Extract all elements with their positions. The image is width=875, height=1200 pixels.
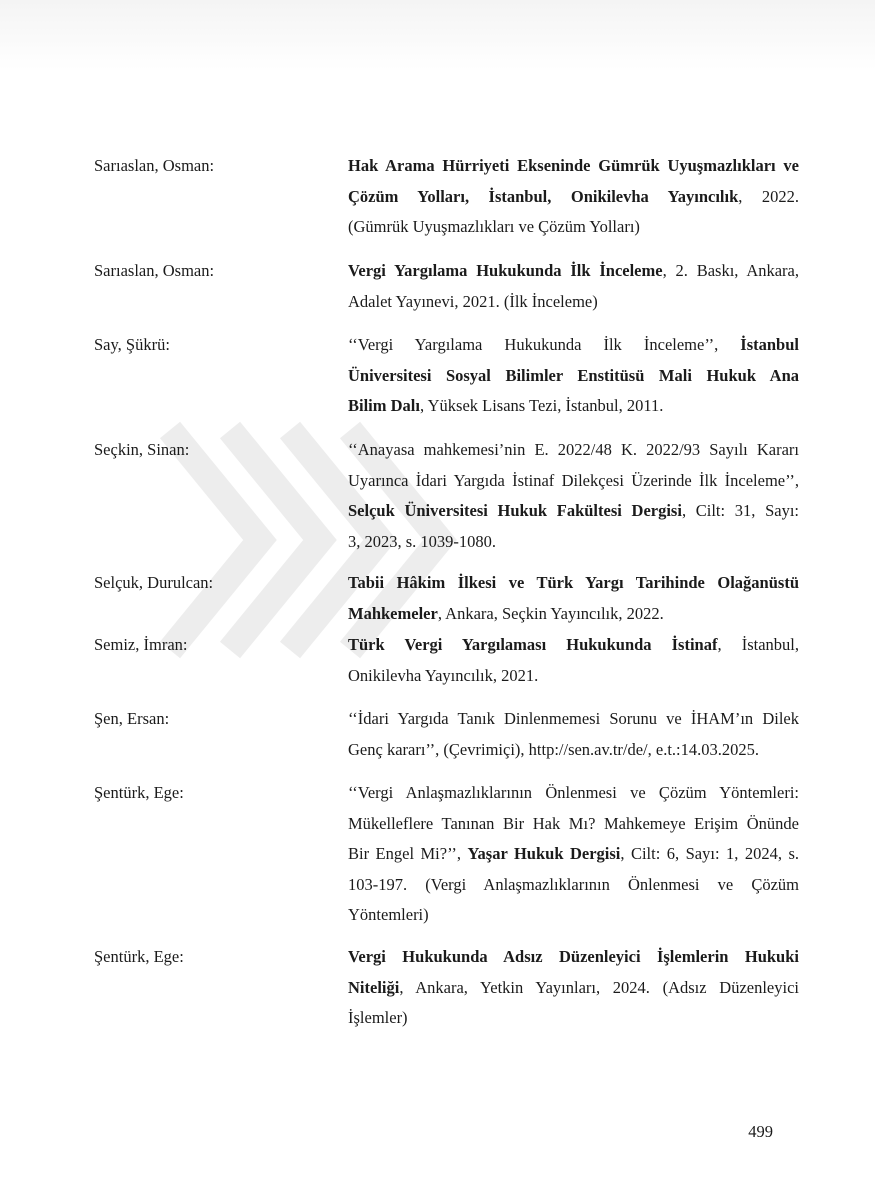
reference-text: İşlemler) xyxy=(348,1008,408,1027)
entry-reference xyxy=(348,435,799,557)
reference-text: (Gümrük Uyuşmazlıkları ve Çözüm Yolları) xyxy=(348,217,640,236)
reference-text: Onikilevha Yayıncılık, 2021. xyxy=(348,665,539,685)
reference-text: 103-197. (Vergi Anlaşmazlıklarının Önlenmesi ve Çözüm xyxy=(348,874,799,894)
reference-line xyxy=(348,256,799,287)
reference-text: ‘‘Vergi Anlaşmazlıklarının Önlenmesi ve Çözüm Yöntemleri: xyxy=(348,783,799,802)
bold-text: Hak Arama Hürriyeti Ekseninde Gümrük Uyuşmazlıkları ve xyxy=(348,156,799,175)
reference-text: , Cilt: 6, Sayı: 1, 2024, s. xyxy=(620,844,799,863)
reference-text: ‘‘İdari Yargıda Tanık Dinlenmemesi Sorunu ve İHAM’ın Dilek xyxy=(348,709,799,728)
reference-line xyxy=(348,704,799,735)
entry-author: Selçuk, Durulcan: xyxy=(94,573,214,592)
reference-text: Mükelleflere Tanınan Bir Hak Mı? Mahkemeye Erişim Önünde xyxy=(348,813,799,833)
bold-text: Vergi Hukukunda Adsız Düzenleyici İşlemlerin Hukuki xyxy=(348,947,799,966)
reference-text: Yöntemleri) xyxy=(348,905,429,924)
bold-text: Vergi Yargılama Hukukunda İlk İnceleme xyxy=(348,261,663,280)
reference-text: , İstanbul, xyxy=(717,635,799,654)
reference-line xyxy=(348,287,799,318)
reference-line xyxy=(348,330,799,361)
bold-text: Yaşar Hukuk Dergisi xyxy=(467,844,621,863)
entry-author: Şen, Ersan: xyxy=(94,709,170,728)
top-shadow-band xyxy=(0,0,875,70)
entry-reference xyxy=(348,630,799,691)
entry-reference xyxy=(348,778,799,931)
entry-reference xyxy=(348,942,799,1034)
reference-text: Uyarınca İdari Yargıda İstinaf Dilekçesi Üzerinde İlk İnceleme’’, xyxy=(348,470,799,490)
reference-text: Genç kararı’’, (Çevrimiçi), http://sen.av.tr/de/, e.t.:14.03.2025. xyxy=(348,739,760,759)
reference-line xyxy=(348,839,799,870)
entry-author: Şentürk, Ege: xyxy=(94,947,184,966)
bold-text: Niteliği xyxy=(348,977,400,997)
page-number: 499 xyxy=(748,1122,773,1141)
entry-reference xyxy=(348,568,799,629)
entry-author: Sarıaslan, Osman: xyxy=(94,156,215,175)
bold-text: Mahkemeler xyxy=(348,603,438,623)
reference-text: , Ankara, Yetkin Yayınları, 2024. (Adsız Düzenleyici xyxy=(399,977,799,997)
entry-reference xyxy=(348,151,799,243)
reference-line xyxy=(348,151,799,182)
reference-line xyxy=(348,942,799,973)
reference-line xyxy=(348,435,799,466)
bold-text: Selçuk Üniversitesi Hukuk Fakültesi Dergisi xyxy=(348,501,682,520)
reference-text: 3, 2023, s. 1039-1080. xyxy=(348,531,497,551)
bold-text: Üniversitesi Sosyal Bilimler Enstitüsü Mali Hukuk Ana xyxy=(348,365,799,385)
reference-line xyxy=(348,735,799,766)
reference-line xyxy=(348,900,799,931)
reference-text: , 2022. xyxy=(738,186,799,206)
reference-line xyxy=(348,361,799,392)
entry-reference xyxy=(348,330,799,422)
reference-line xyxy=(348,1003,799,1034)
bold-text: Tabii Hâkim İlkesi ve Türk Yargı Tarihinde Olağanüstü xyxy=(348,573,799,592)
entry-author: Sarıaslan, Osman: xyxy=(94,261,215,280)
reference-text: , 2. Baskı, Ankara, xyxy=(662,261,799,280)
reference-text: ‘‘Anayasa mahkemesi’nin E. 2022/48 K. 2022/93 Sayılı Kararı xyxy=(348,440,799,459)
reference-line xyxy=(348,391,799,422)
bold-text: Bilim Dalı xyxy=(348,396,420,415)
entry-author: Seçkin, Sinan: xyxy=(94,440,190,459)
reference-line xyxy=(348,809,799,840)
reference-line xyxy=(348,568,799,599)
reference-line xyxy=(348,496,799,527)
reference-text: Adalet Yayınevi, 2021. (İlk İnceleme) xyxy=(348,291,598,311)
entry-reference xyxy=(348,256,799,317)
entry-author: Şentürk, Ege: xyxy=(94,783,184,802)
reference-line xyxy=(348,661,799,692)
reference-line xyxy=(348,599,799,630)
bold-text: Türk Vergi Yargılaması Hukukunda İstinaf xyxy=(348,635,718,654)
reference-line xyxy=(348,630,799,661)
reference-line xyxy=(348,182,799,213)
reference-text: ‘‘Vergi Yargılama Hukukunda İlk İnceleme’’, xyxy=(348,335,741,354)
reference-text: , Cilt: 31, Sayı: xyxy=(681,501,799,520)
entry-reference xyxy=(348,704,799,765)
reference-line xyxy=(348,973,799,1004)
bold-text: İstanbul xyxy=(740,335,799,354)
reference-line xyxy=(348,466,799,497)
entry-author: Semiz, İmran: xyxy=(94,635,188,654)
reference-text: , Ankara, Seçkin Yayıncılık, 2022. xyxy=(437,603,664,623)
reference-line xyxy=(348,870,799,901)
reference-text: , Yüksek Lisans Tezi, İstanbul, 2011. xyxy=(419,396,664,415)
bold-text: Çözüm Yolları, İstanbul, Onikilevha Yayıncılık xyxy=(348,186,739,206)
reference-line xyxy=(348,212,799,243)
reference-text: Bir Engel Mi?’’, xyxy=(348,844,468,863)
reference-line xyxy=(348,778,799,809)
reference-line xyxy=(348,527,799,558)
entry-author: Say, Şükrü: xyxy=(94,335,170,354)
